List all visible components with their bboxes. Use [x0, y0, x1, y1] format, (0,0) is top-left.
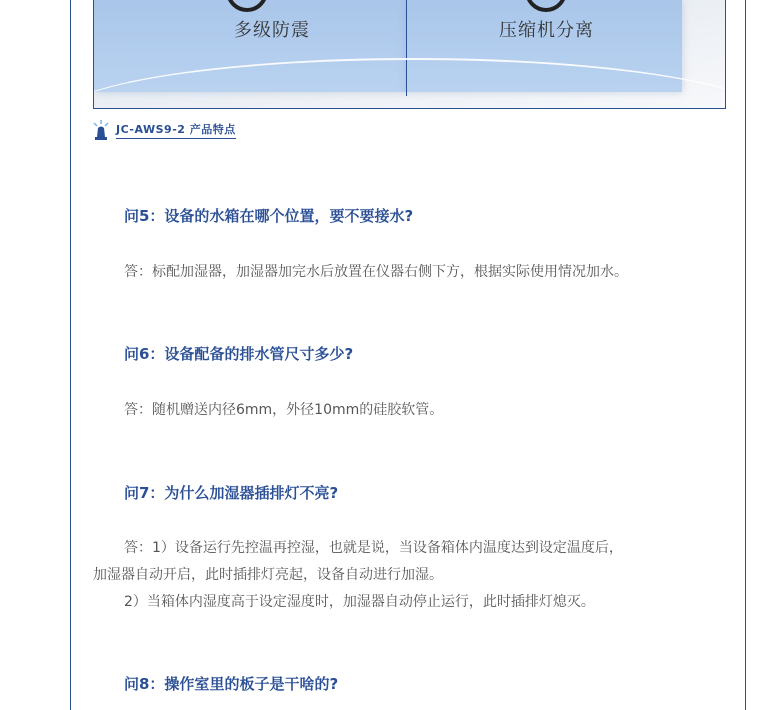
faq-question-5: 问5：设备的水箱在哪个位置，要不要接水?: [124, 207, 414, 225]
feature-label-right: 压缩机分离: [499, 20, 594, 41]
product-tag: [93, 119, 236, 141]
faq-answer-5: 答：标配加湿器，加湿器加完水后放置在仪器右侧下方，根据实际使用情况加水。: [124, 264, 628, 280]
faq-question-7: 问7：为什么加湿器插排灯不亮?: [124, 484, 339, 502]
feature-label-left: 多级防震: [234, 20, 310, 41]
alarm-beacon-icon: [93, 120, 109, 140]
faq-question-8: 问8：操作室里的板子是干啥的?: [124, 675, 339, 693]
feature-banner: [93, 0, 726, 109]
faq-answer-6: 答：随机赠送内径6mm，外径10mm的硅胶软管。: [124, 402, 444, 418]
faq-answer-7-line-2: 加湿器自动开启，此时插排灯亮起，设备自动进行加湿。: [93, 567, 443, 583]
faq-answer-7-line-3: 2）当箱体内湿度高于设定湿度时，加湿器自动停止运行，此时插排灯熄灭。: [124, 594, 595, 610]
ring-graphic-icon: [525, 0, 567, 12]
product-tag-label: JC-AWS9-2 产品特点: [116, 121, 236, 139]
faq-answer-7-line-1: 答：1）设备运行先控温再控湿，也就是说，当设备箱体内温度达到设定温度后，: [124, 540, 623, 556]
ring-graphic-icon: [226, 0, 268, 12]
faq-question-6: 问6：设备配备的排水管尺寸多少?: [124, 345, 354, 363]
